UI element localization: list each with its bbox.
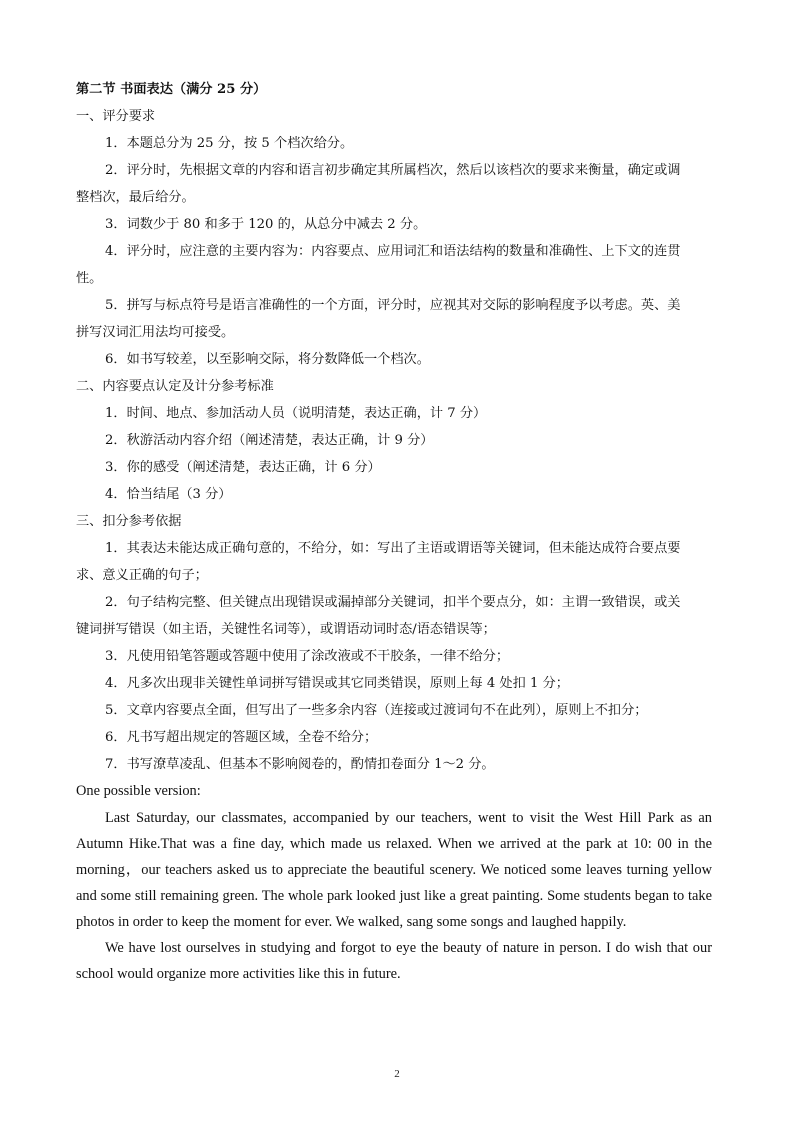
scoring-rule-6: 6．如书写较差，以至影响交际，将分数降低一个档次。 — [105, 352, 430, 367]
version-label: One possible version: — [76, 783, 201, 799]
deduction-rule-2: 2．句子结构完整、但关键点出现错误或漏掉部分关键词，扣半个要点分，如：主谓一致错误，或关 — [105, 595, 681, 610]
scoring-rule-3: 3．词数少于 80 和多于 120 的，从总分中减去 2 分。 — [105, 217, 427, 232]
page-number: 2 — [394, 1068, 400, 1080]
deduction-rule-4: 4．凡多次出现非关键性单词拼写错误或其它同类错误，原则上每 4 处扣 1 分； — [105, 676, 569, 691]
deduction-rule-3: 3．凡使用铅笔答题或答题中使用了涂改液或不干胶条，一律不给分； — [105, 649, 510, 664]
section-title: 第二节 书面表达（满分 25 分） — [76, 82, 267, 97]
part1-heading: 一、评分要求 — [76, 109, 156, 124]
content-point-1: 1．时间、地点、参加活动人员（说明清楚，表达正确，计 7 分） — [105, 406, 487, 421]
scoring-rule-4-cont: 性。 — [76, 271, 103, 286]
scoring-rule-5: 5．拼写与标点符号是语言准确性的一个方面，评分时，应视其对交际的影响程度予以考虑。英、美 — [105, 298, 681, 313]
deduction-rule-1: 1．其表达未能达成正确句意的，不给分，如：写出了主语或谓语等关键词，但未能达成符合要点要 — [105, 541, 681, 556]
part3-heading: 三、扣分参考依据 — [76, 514, 182, 529]
deduction-rule-5: 5．文章内容要点全面，但写出了一些多余内容（连接或过渡词句不在此列），原则上不扣分； — [105, 703, 648, 718]
deduction-rule-7: 7．书写潦草凌乱、但基本不影响阅卷的，酌情扣卷面分 1～2 分。 — [105, 757, 495, 772]
deduction-rule-1-cont: 求、意义正确的句子； — [76, 568, 208, 583]
scoring-rule-2-cont: 整档次，最后给分。 — [76, 190, 195, 205]
content-point-2: 2．秋游活动内容介绍（阐述清楚，表达正确，计 9 分） — [105, 433, 434, 448]
sample-essay-text-2: We have lost ourselves in studying and forgot to eye the beauty of nature in person. I do wish that our school would organize more activities like this in future. — [76, 940, 712, 982]
scoring-rule-5-cont: 拼写汉词汇用法均可接受。 — [76, 325, 235, 340]
sample-essay-paragraph-2 — [76, 935, 712, 987]
scoring-rule-4: 4．评分时，应注意的主要内容为：内容要点、应用词汇和语法结构的数量和准确性、上下文的连贯 — [105, 244, 681, 259]
scoring-rule-2: 2．评分时，先根据文章的内容和语言初步确定其所属档次，然后以该档次的要求来衡量，确定或调 — [105, 163, 681, 178]
deduction-rule-6: 6．凡书写超出规定的答题区域，全卷不给分； — [105, 730, 378, 745]
content-point-3: 3．你的感受（阐述清楚，表达正确，计 6 分） — [105, 460, 381, 475]
scoring-rule-1: 1．本题总分为 25 分，按 5 个档次给分。 — [105, 136, 354, 151]
sample-essay-paragraph-1 — [76, 805, 712, 935]
document-content — [76, 76, 712, 987]
sample-essay-text-1: Last Saturday, our classmates, accompanied by our teachers, went to visit the West Hill Park as an Autumn Hike.That was a fine day, which made us relaxed. When we arrived at the park at 10: 00 in the morning，our teachers asked us to appreciate the beautiful scenery. We noticed some leaves turning yellow and some still remaining green. The whole park looked just like a great painting. Some students began to take photos in order to keep the moment for ever. We walked, sang some songs and laughed happily. — [76, 810, 712, 930]
part2-heading: 二、内容要点认定及计分参考标准 — [76, 379, 274, 394]
deduction-rule-2-cont: 键词拼写错误（如主语，关键性名词等），或谓语动词时态/语态错误等； — [76, 622, 496, 637]
content-point-4: 4．恰当结尾（3 分） — [105, 487, 232, 502]
